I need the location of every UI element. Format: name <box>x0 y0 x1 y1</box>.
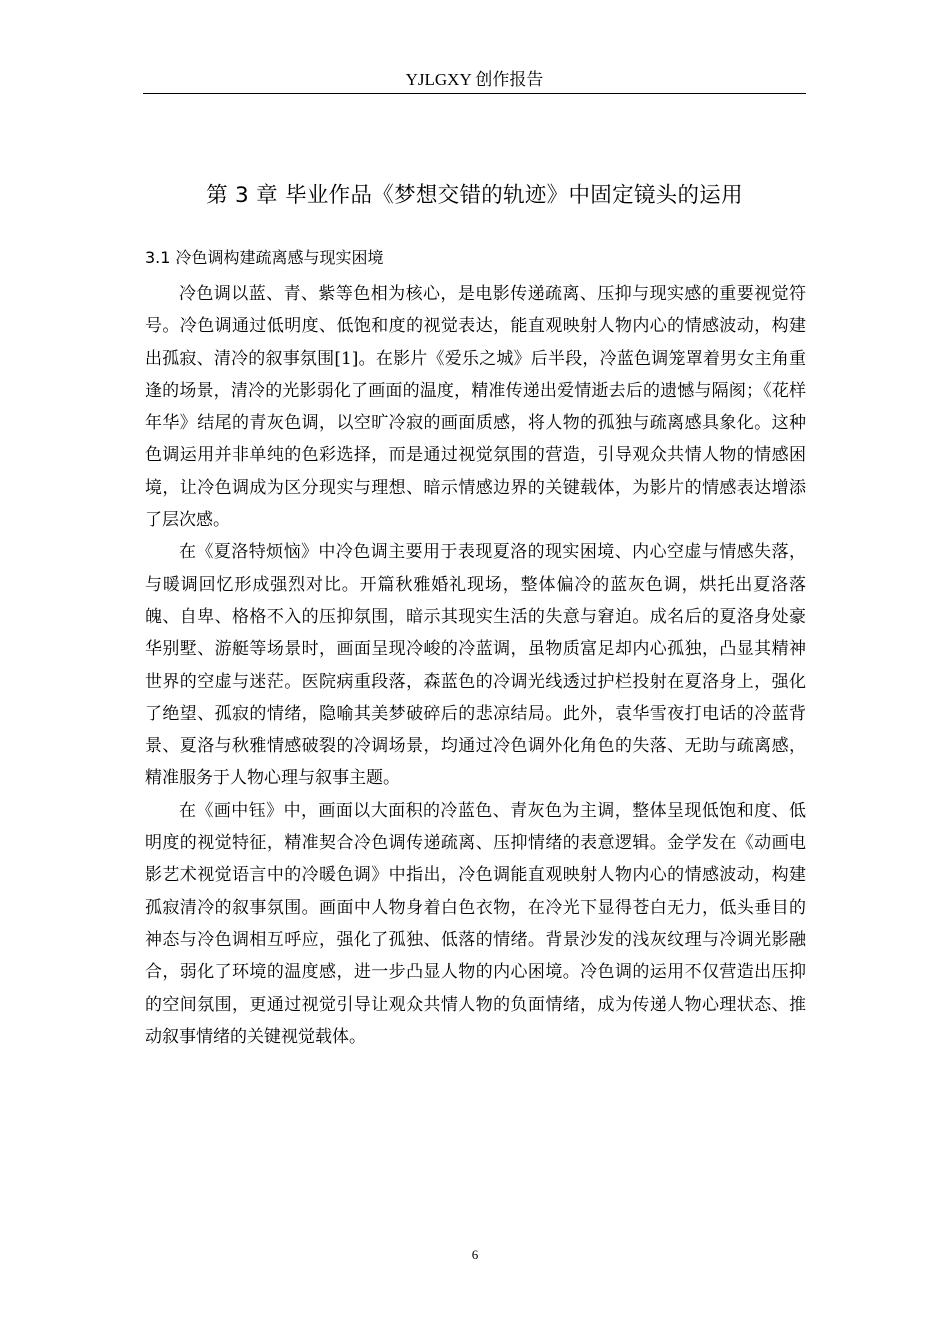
paragraph-1: 冷色调以蓝、青、紫等色相为核心，是电影传递疏离、压抑与现实感的重要视觉符号。冷色调通过低明度、低饱和度的视觉表达，能直观映射人物内心的情感波动，构建出孤寂、清冷的叙事氛围[1]。在影片《爱乐之城》后半段，冷蓝色调笼罩着男女主角重逢的场景，清冷的光影弱化了画面的温度，精准传递出爱情逝去后的遗憾与隔阂；《花样年华》结尾的青灰色调，以空旷冷寂的画面质感，将人物的孤独与疏离感具象化。这种色调运用并非单纯的色彩选择，而是通过视觉氛围的营造，引导观众共情人物的情感困境，让冷色调成为区分现实与理想、暗示情感边界的关键载体，为影片的情感表达增添了层次感。 <box>145 284 806 531</box>
paragraph-3: 在《画中钰》中，画面以大面积的冷蓝色、青灰色为主调，整体呈现低饱和度、低明度的视觉特征，精准契合冷色调传递疏离、压抑情绪的表意逻辑。金学发在《动画电影艺术视觉语言中的冷暖色调》中指出，冷色调能直观映射人物内心的情感波动，构建孤寂清冷的叙事氛围。画面中人物身着白色衣物，在冷光下显得苍白无力，低头垂目的神态与冷色调相互呼应，强化了孤独、低落的情绪。背景沙发的浅灰纹理与冷调光影融合，弱化了环境的温度感，进一步凸显人物的内心困境。冷色调的运用不仅营造出压抑的空间氛围，更通过视觉引导让观众共情人物的负面情绪，成为传递人物心理状态、推动叙事情绪的关键视觉载体。 <box>145 800 806 1047</box>
paragraph-2: 在《夏洛特烦恼》中冷色调主要用于表现夏洛的现实困境、内心空虚与情感失落，与暖调回忆形成强烈对比。开篇秋雅婚礼现场，整体偏冷的蓝灰色调，烘托出夏洛落魄、自卑、格格不入的压抑氛围，暗示其现实生活的失意与窘迫。成名后的夏洛身处豪华别墅、游艇等场景时，画面呈现冷峻的冷蓝调，虽物质富足却内心孤独，凸显其精神世界的空虚与迷茫。医院病重段落，森蓝色的冷调光线透过护栏投射在夏洛身上，强化了绝望、孤寂的情绪，隐喻其美梦破碎后的悲凉结局。此外，袁华雪夜打电话的冷蓝背景、夏洛与秋雅情感破裂的冷调场景，均通过冷色调外化角色的失落、无助与疏离感，精准服务于人物心理与叙事主题。 <box>145 542 806 789</box>
chapter-title: 第 3 章 毕业作品《梦想交错的轨迹》中固定镜头的运用 <box>206 183 743 208</box>
body-text <box>145 278 806 1053</box>
running-header: YJLGXY 创作报告 <box>405 70 544 89</box>
section-heading: 3.1 冷色调构建疏离感与现实困境 <box>145 248 384 267</box>
page-number: 6 <box>471 1247 479 1262</box>
header-rule <box>143 93 806 94</box>
